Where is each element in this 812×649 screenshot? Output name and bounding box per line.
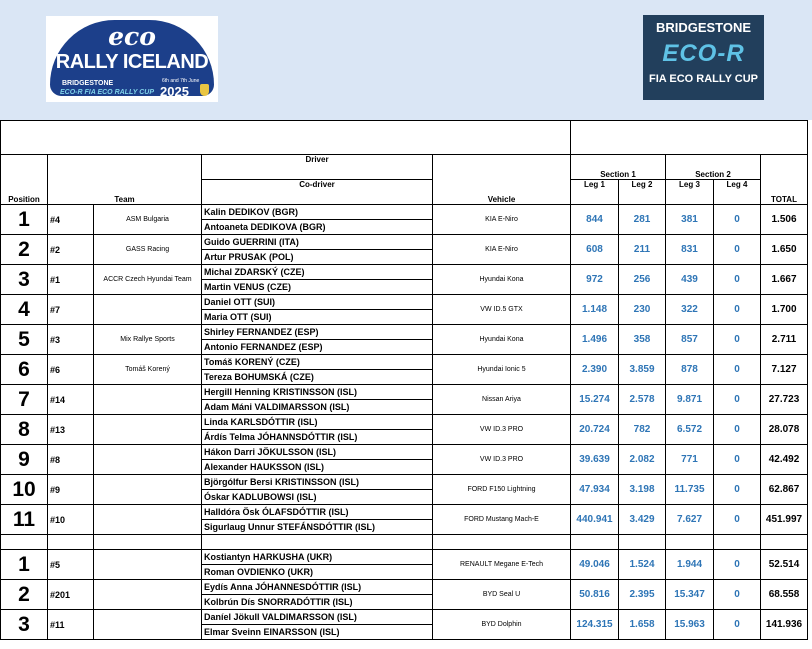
- team-cell: GASS Racing: [94, 235, 202, 265]
- leg4-cell: 0: [714, 445, 761, 475]
- results-table: [0, 120, 808, 640]
- leg2-cell: 256: [619, 265, 666, 295]
- spacer-cell: [571, 535, 619, 550]
- driver-cell: Hákon Darri JÖKULSSON (ISL): [202, 445, 433, 460]
- leg1-cell: 20.724: [571, 415, 619, 445]
- total-cell: 1.650: [761, 235, 808, 265]
- leg3-cell: 439: [666, 265, 714, 295]
- leg4-cell: 0: [714, 355, 761, 385]
- leg1-cell: 972: [571, 265, 619, 295]
- total-cell: 141.936: [761, 610, 808, 640]
- leg3-cell: 9.871: [666, 385, 714, 415]
- total-header: TOTAL: [761, 155, 808, 205]
- total-cell: 52.514: [761, 550, 808, 580]
- leg4-cell: 0: [714, 325, 761, 355]
- leg1-header: Leg 1: [571, 180, 619, 205]
- logo-year: 2025: [160, 84, 189, 99]
- logo-eco-text: eco: [108, 22, 156, 51]
- vehicle-cell: FORD Mustang Mach-E: [433, 505, 571, 535]
- car-number-cell: #14: [48, 385, 94, 415]
- codriver-cell: Maria OTT (SUI): [202, 310, 433, 325]
- car-number-cell: #4: [48, 205, 94, 235]
- table-row: [1, 415, 808, 430]
- team-cell: ASM Bulgaria: [94, 205, 202, 235]
- driver-cell: Michal ZDARSKÝ (CZE): [202, 265, 433, 280]
- leg4-cell: 0: [714, 235, 761, 265]
- driver-cell: Daniel OTT (SUI): [202, 295, 433, 310]
- total-cell: 62.867: [761, 475, 808, 505]
- team-cell: ACCR Czech Hyundai Team: [94, 265, 202, 295]
- position-cell: 4: [1, 295, 48, 325]
- position-cell: 11: [1, 505, 48, 535]
- table-row: [1, 505, 808, 520]
- car-number-cell: #201: [48, 580, 94, 610]
- table-row: [1, 295, 808, 310]
- leg1-cell: 1.496: [571, 325, 619, 355]
- total-cell: 68.558: [761, 580, 808, 610]
- team-cell: [94, 385, 202, 415]
- position-header: Position: [1, 155, 48, 205]
- driver-cell: Shirley FERNANDEZ (ESP): [202, 325, 433, 340]
- table-row: [1, 580, 808, 595]
- codriver-cell: Roman OVDIENKO (UKR): [202, 565, 433, 580]
- table-row: [1, 385, 808, 400]
- leg2-cell: 782: [619, 415, 666, 445]
- spacer-cell: [761, 535, 808, 550]
- leg4-cell: 0: [714, 205, 761, 235]
- leg1-cell: 49.046: [571, 550, 619, 580]
- driver-cell: Kalin DEDIKOV (BGR): [202, 205, 433, 220]
- vehicle-cell: RENAULT Megane E-Tech: [433, 550, 571, 580]
- position-cell: 3: [1, 610, 48, 640]
- vehicle-cell: BYD Seal U: [433, 580, 571, 610]
- driver-cell: Daníel Jökull VALDIMARSSON (ISL): [202, 610, 433, 625]
- vehicle-cell: VW ID.3 PRO: [433, 415, 571, 445]
- blank-header-row: [1, 121, 808, 155]
- leg3-cell: 322: [666, 295, 714, 325]
- vehicle-cell: Hyundai Kona: [433, 265, 571, 295]
- position-cell: 2: [1, 580, 48, 610]
- team-cell: Tomáš Korený: [94, 355, 202, 385]
- vehicle-cell: VW ID.3 PRO: [433, 445, 571, 475]
- team-cell: [94, 475, 202, 505]
- driver-cell: Eydís Anna JÓHANNESDÓTTIR (ISL): [202, 580, 433, 595]
- leg2-cell: 1.658: [619, 610, 666, 640]
- team-cell: [94, 505, 202, 535]
- leg4-cell: 0: [714, 505, 761, 535]
- total-cell: 7.127: [761, 355, 808, 385]
- leg3-cell: 831: [666, 235, 714, 265]
- total-cell: 27.723: [761, 385, 808, 415]
- leg2-cell: 211: [619, 235, 666, 265]
- leg4-cell: 0: [714, 610, 761, 640]
- leg3-cell: 7.627: [666, 505, 714, 535]
- codriver-cell: Sigurlaug Unnur STEFÁNSDÓTTIR (ISL): [202, 520, 433, 535]
- table-row: [1, 445, 808, 460]
- spacer-cell: [714, 535, 761, 550]
- driver-cell: Halldóra Ösk ÓLAFSDÓTTIR (ISL): [202, 505, 433, 520]
- codriver-cell: Artur PRUSAK (POL): [202, 250, 433, 265]
- leg2-cell: 3.198: [619, 475, 666, 505]
- driver-header: Driver: [202, 155, 433, 180]
- leg4-cell: 0: [714, 265, 761, 295]
- vehicle-cell: FORD F150 Lightning: [433, 475, 571, 505]
- driver-cell: Hergill Henning KRISTINSSON (ISL): [202, 385, 433, 400]
- leg2-cell: 358: [619, 325, 666, 355]
- leg2-cell: 2.395: [619, 580, 666, 610]
- table-row: [1, 205, 808, 220]
- leg1-cell: 124.315: [571, 610, 619, 640]
- bridgestone-eco-r-logo: [643, 15, 764, 100]
- position-cell: 2: [1, 235, 48, 265]
- codriver-cell: Martin VENUS (CZE): [202, 280, 433, 295]
- driver-cell: Björgólfur Bersi KRISTINSSON (ISL): [202, 475, 433, 490]
- table-row: [1, 610, 808, 625]
- leg1-cell: 440.941: [571, 505, 619, 535]
- codriver-header: Co-driver: [202, 180, 433, 205]
- vehicle-header: Vehicle: [433, 155, 571, 205]
- team-cell: [94, 610, 202, 640]
- position-cell: 3: [1, 265, 48, 295]
- leg2-cell: 2.082: [619, 445, 666, 475]
- car-number-cell: #7: [48, 295, 94, 325]
- leg4-cell: 0: [714, 415, 761, 445]
- leg4-header: Leg 4: [714, 180, 761, 205]
- leg1-cell: 844: [571, 205, 619, 235]
- total-cell: 1.506: [761, 205, 808, 235]
- table-row: [1, 235, 808, 250]
- leg1-cell: 47.934: [571, 475, 619, 505]
- team-cell: [94, 295, 202, 325]
- position-cell: 7: [1, 385, 48, 415]
- position-cell: 9: [1, 445, 48, 475]
- car-number-cell: #6: [48, 355, 94, 385]
- leg2-cell: 3.429: [619, 505, 666, 535]
- driver-cell: Linda KARLSDÓTTIR (ISL): [202, 415, 433, 430]
- leg3-cell: 1.944: [666, 550, 714, 580]
- spacer-cell: [433, 535, 571, 550]
- spacer-cell: [48, 535, 94, 550]
- position-cell: 5: [1, 325, 48, 355]
- vehicle-cell: Hyundai Ionic 5: [433, 355, 571, 385]
- team-cell: [94, 580, 202, 610]
- total-cell: 2.711: [761, 325, 808, 355]
- codriver-cell: Kolbrún Dís SNORRADÓTTIR (ISL): [202, 595, 433, 610]
- vehicle-cell: Hyundai Kona: [433, 325, 571, 355]
- vehicle-cell: BYD Dolphin: [433, 610, 571, 640]
- car-number-cell: #8: [48, 445, 94, 475]
- codriver-cell: Tereza BOHUMSKÁ (CZE): [202, 370, 433, 385]
- logo-brand: BRIDGESTONE: [655, 20, 752, 35]
- spacer-cell: [202, 535, 433, 550]
- leg4-cell: 0: [714, 580, 761, 610]
- car-number-cell: #2: [48, 235, 94, 265]
- codriver-cell: Antonio FERNANDEZ (ESP): [202, 340, 433, 355]
- leg3-cell: 15.347: [666, 580, 714, 610]
- leg4-cell: 0: [714, 295, 761, 325]
- leg2-cell: 281: [619, 205, 666, 235]
- table-row: [1, 325, 808, 340]
- position-cell: 6: [1, 355, 48, 385]
- driver-cell: Kostiantyn HARKUSHA (UKR): [202, 550, 433, 565]
- leg3-cell: 857: [666, 325, 714, 355]
- rally-iceland-logo: [46, 16, 218, 102]
- leg1-cell: 15.274: [571, 385, 619, 415]
- codriver-cell: Árdís Telma JÓHANNSDÓTTIR (ISL): [202, 430, 433, 445]
- total-cell: 451.997: [761, 505, 808, 535]
- codriver-cell: Alexander HAUKSSON (ISL): [202, 460, 433, 475]
- position-cell: 1: [1, 550, 48, 580]
- column-header-row: [1, 155, 808, 180]
- logo-rally-title: RALLY ICELAND: [55, 51, 209, 73]
- logo-dates: 6th and 7th June: [162, 78, 200, 84]
- logo-sponsor: BRIDGESTONE: [62, 80, 114, 87]
- logo-product: ECO-R: [662, 40, 745, 67]
- crest-icon: [200, 84, 209, 96]
- leg1-cell: 1.148: [571, 295, 619, 325]
- codriver-cell: Elmar Sveinn EINARSSON (ISL): [202, 625, 433, 640]
- car-number-cell: #5: [48, 550, 94, 580]
- codriver-cell: Antoaneta DEDIKOVA (BGR): [202, 220, 433, 235]
- logo-cup: FIA ECO RALLY CUP: [649, 73, 758, 85]
- spacer-cell: [94, 535, 202, 550]
- leg4-cell: 0: [714, 475, 761, 505]
- spacer-cell: [1, 535, 48, 550]
- leg2-header: Leg 2: [619, 180, 666, 205]
- position-cell: 1: [1, 205, 48, 235]
- car-number-cell: #3: [48, 325, 94, 355]
- table-row: [1, 265, 808, 280]
- spacer-cell: [666, 535, 714, 550]
- leg3-cell: 878: [666, 355, 714, 385]
- logo-shield: [50, 20, 214, 99]
- header-banner: [0, 0, 812, 120]
- car-number-cell: #1: [48, 265, 94, 295]
- car-number-cell: #11: [48, 610, 94, 640]
- team-cell: [94, 445, 202, 475]
- codriver-cell: Óskar KADLUBOWSI (ISL): [202, 490, 433, 505]
- position-cell: 10: [1, 475, 48, 505]
- vehicle-cell: KIA E-Niro: [433, 235, 571, 265]
- table-row: [1, 475, 808, 490]
- leg3-cell: 381: [666, 205, 714, 235]
- leg3-cell: 6.572: [666, 415, 714, 445]
- leg2-cell: 1.524: [619, 550, 666, 580]
- table-row: [1, 550, 808, 565]
- spacer-cell: [619, 535, 666, 550]
- total-cell: 28.078: [761, 415, 808, 445]
- vehicle-cell: VW ID.5 GTX: [433, 295, 571, 325]
- table-row: [1, 355, 808, 370]
- codriver-cell: Adam Máni VALDIMARSSON (ISL): [202, 400, 433, 415]
- leg2-cell: 3.859: [619, 355, 666, 385]
- car-number-cell: #13: [48, 415, 94, 445]
- car-number-cell: #9: [48, 475, 94, 505]
- section2-header: Section 2: [666, 155, 761, 180]
- leg3-cell: 15.963: [666, 610, 714, 640]
- driver-cell: Guido GUERRINI (ITA): [202, 235, 433, 250]
- leg1-cell: 50.816: [571, 580, 619, 610]
- vehicle-cell: Nissan Ariya: [433, 385, 571, 415]
- total-cell: 1.667: [761, 265, 808, 295]
- leg2-cell: 230: [619, 295, 666, 325]
- total-cell: 42.492: [761, 445, 808, 475]
- leg1-cell: 39.639: [571, 445, 619, 475]
- leg3-cell: 771: [666, 445, 714, 475]
- position-cell: 8: [1, 415, 48, 445]
- team-header: Team: [48, 155, 202, 205]
- total-cell: 1.700: [761, 295, 808, 325]
- leg3-header: Leg 3: [666, 180, 714, 205]
- team-cell: [94, 415, 202, 445]
- car-number-cell: #10: [48, 505, 94, 535]
- team-cell: Mix Rallye Sports: [94, 325, 202, 355]
- spacer-row: [1, 535, 808, 550]
- leg3-cell: 11.735: [666, 475, 714, 505]
- vehicle-cell: KIA E-Niro: [433, 205, 571, 235]
- section1-header: Section 1: [571, 155, 666, 180]
- leg2-cell: 2.578: [619, 385, 666, 415]
- team-cell: [94, 550, 202, 580]
- driver-cell: Tomáš KORENÝ (CZE): [202, 355, 433, 370]
- logo-series: ECO-R FIA ECO RALLY CUP: [60, 89, 154, 96]
- leg1-cell: 608: [571, 235, 619, 265]
- leg1-cell: 2.390: [571, 355, 619, 385]
- leg4-cell: 0: [714, 385, 761, 415]
- leg4-cell: 0: [714, 550, 761, 580]
